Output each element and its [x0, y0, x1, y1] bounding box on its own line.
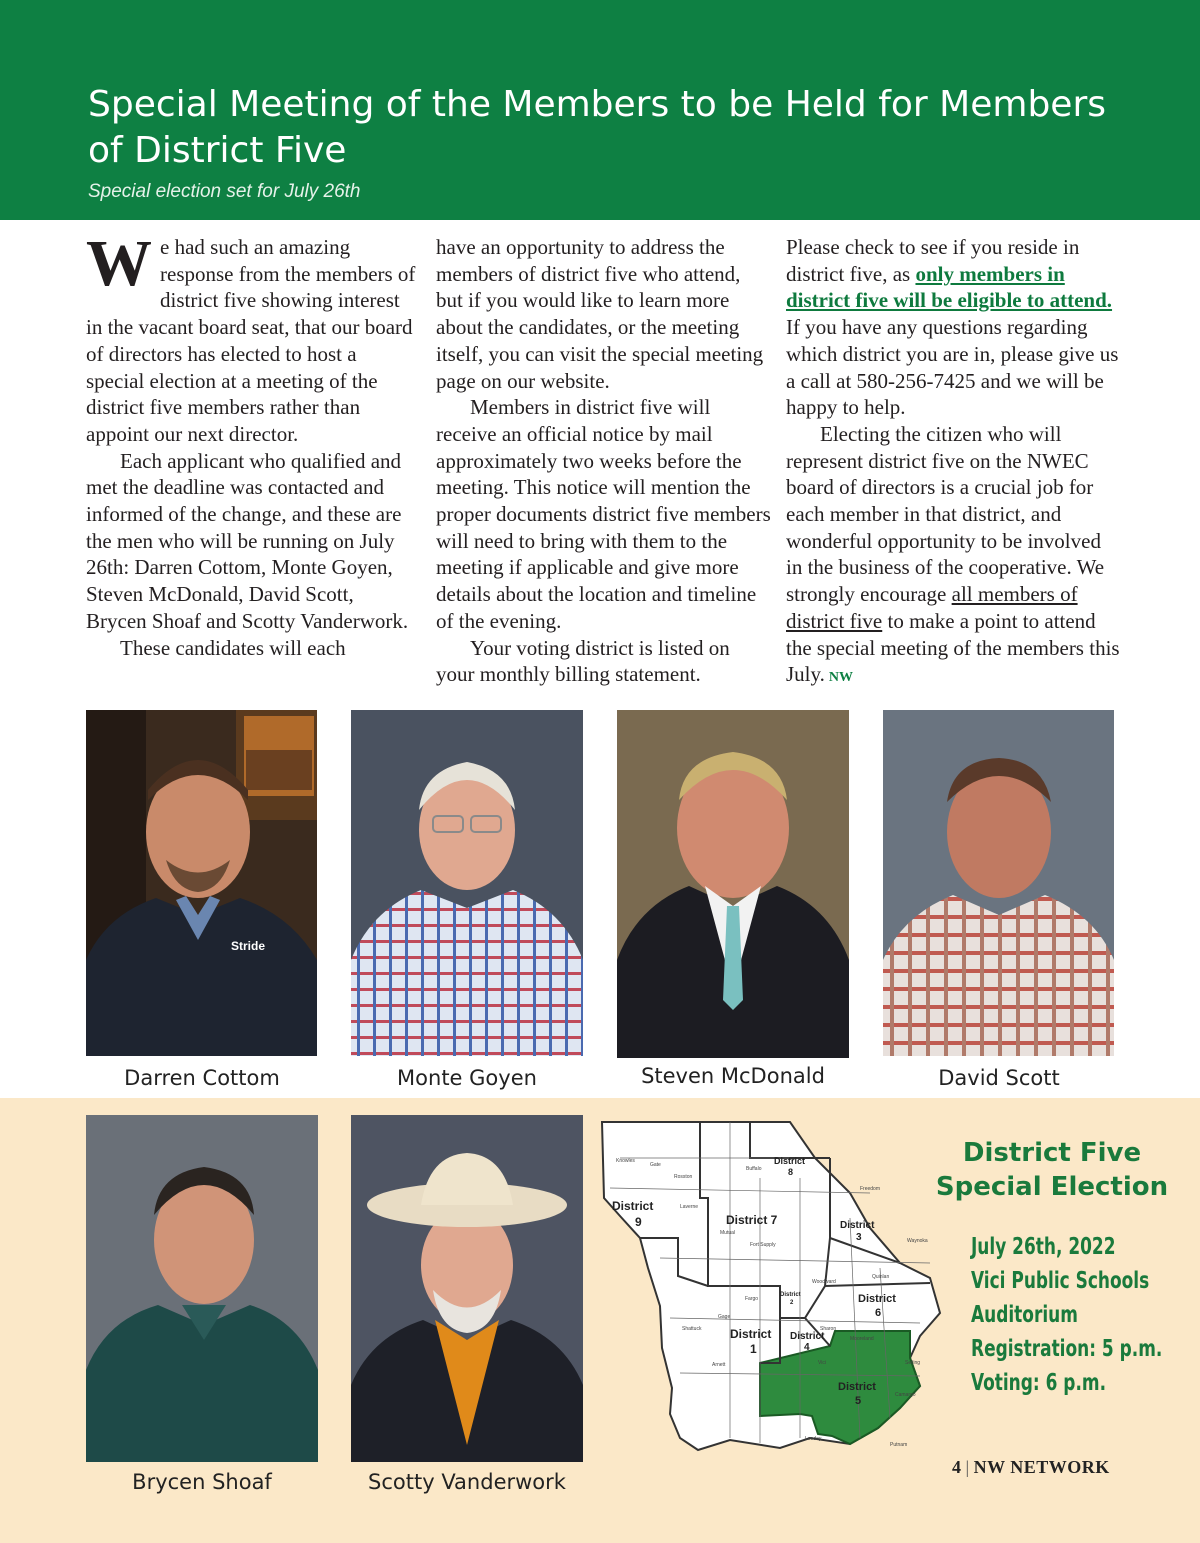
paragraph-text: to make a point to attend the special meeting of the members this July.: [786, 608, 1120, 687]
district-label: District: [780, 1292, 801, 1298]
article-paragraph: [786, 421, 1121, 692]
district-label: District: [838, 1381, 876, 1393]
candidate-name: David Scott: [938, 1066, 1060, 1090]
stride-logo: Stride: [231, 939, 266, 953]
map-town: Fargo: [745, 1296, 759, 1302]
event-venue: Vici Public Schools: [971, 1268, 1150, 1294]
article-paragraph: Your voting district is listed on your monthly billing statement.: [436, 635, 730, 687]
district-number: 1: [750, 1342, 757, 1356]
map-town: Mutual: [720, 1230, 736, 1236]
magazine-name: NW NETWORK: [973, 1457, 1110, 1477]
candidate-name: Brycen Shoaf: [132, 1470, 272, 1494]
district-number: 5: [855, 1395, 862, 1407]
district-number: 4: [804, 1342, 810, 1353]
map-town: Leedey: [805, 1436, 822, 1442]
map-town: Gate: [650, 1162, 661, 1168]
district-number: 8: [788, 1167, 794, 1177]
paragraph-text: Electing the citizen who will represent district five on the NWEC board of directors is a crucial job for each member in that district, and wonderful opportunity to be involved in the business of the cooperative. We strongly encourage: [786, 421, 1105, 607]
district-number: 3: [856, 1232, 862, 1243]
map-town: Gage: [718, 1314, 731, 1320]
map-town: Buffalo: [746, 1166, 762, 1172]
candidate-photo-scotty-vanderwork: [351, 1115, 583, 1462]
article-paragraph: [786, 234, 1121, 421]
paragraph-text: Please check to see if you reside in district five, as: [786, 235, 1080, 286]
map-town: Laverne: [680, 1204, 699, 1210]
article-paragraph: Each applicant who qualified and met the deadline was contacted and informed of the change, and these are the men who will be running on July 26th: Darren Cottom, Monte Goyen, Steven McDonald, David Scott, Brycen Shoaf and Scotty Vanderwork.: [86, 448, 409, 633]
map-town: Vici: [818, 1360, 826, 1366]
candidate-photo-steven-mcdonald: [617, 710, 849, 1058]
event-details: [971, 1230, 1196, 1400]
eligibility-link[interactable]: only members in district five will be eligible to attend.: [786, 261, 1113, 313]
article-paragraph: Members in district five will receive an official notice by mail approximately two weeks before the meeting. This notice will mention the proper documents district five members will need to bring with them to the meeting if applicable and give more details about the location and timeline of the evening.: [436, 395, 771, 633]
event-voting-time: Voting: 6 p.m.: [971, 1370, 1107, 1396]
article-column-1: [86, 227, 416, 661]
article-column-2: [436, 234, 771, 688]
map-town: Quinlan: [872, 1274, 890, 1280]
page-subtitle: Special election set for July 26th: [88, 181, 361, 202]
end-mark: NW: [828, 670, 854, 686]
candidate-photo-brycen-shoaf: [86, 1115, 318, 1462]
map-town: Shattuck: [682, 1326, 702, 1332]
footer-separator: |: [965, 1457, 970, 1477]
event-venue-room: Auditorium: [971, 1302, 1078, 1328]
map-town: Waynoka: [907, 1238, 928, 1244]
map-town: Camargo: [895, 1392, 916, 1398]
map-town: Knowles: [616, 1158, 635, 1164]
district-label: District: [730, 1327, 772, 1341]
candidate-name: Monte Goyen: [397, 1066, 537, 1090]
page-number: 4: [952, 1457, 962, 1477]
district-label: District: [774, 1156, 806, 1166]
district-label: District 7: [726, 1213, 778, 1227]
article-column-3: [786, 234, 1121, 692]
map-town: Mooreland: [850, 1336, 874, 1342]
candidate-photo-monte-goyen: [351, 710, 583, 1056]
candidate-name: Steven McDonald: [641, 1064, 825, 1088]
article-paragraph: These candidates will each: [120, 635, 346, 660]
map-town: Rosston: [674, 1174, 693, 1180]
map-town: Woodward: [812, 1279, 836, 1285]
header-banner: [0, 0, 1200, 220]
article-paragraph: [86, 227, 416, 448]
paragraph-text: If you have any questions regarding which district you are in, please give us a call at 580-256-7425 and we will be happy to help.: [786, 315, 1119, 420]
district-number: 6: [875, 1307, 882, 1319]
district-label: District: [612, 1199, 654, 1213]
map-town: Sharon: [820, 1326, 837, 1332]
district-number: 2: [790, 1300, 794, 1306]
candidate-name: Scotty Vanderwork: [368, 1470, 566, 1494]
candidate-photo-david-scott: [883, 710, 1114, 1056]
underlined-phrase: all members of district five: [786, 582, 1078, 633]
event-title: District Five Special Election: [935, 1138, 1169, 1202]
article-paragraph: have an opportunity to address the members of district five who attend, but if you would like to learn more about the candidates, or the meeting itself, you can visit the special meeting page on our website.: [436, 235, 764, 393]
event-registration-time: Registration: 5 p.m.: [971, 1336, 1163, 1362]
candidate-name: Darren Cottom: [124, 1066, 280, 1090]
drop-cap: W: [86, 227, 152, 300]
page-footer: [952, 1457, 1110, 1478]
district-label: District: [840, 1220, 875, 1231]
district-label: District: [790, 1331, 825, 1342]
paragraph-text: e had such an amazing response from the members of district five showing interest in the vacant board seat, that our board of directors has elected to host a special election at a meeting of the district five members rather than appoint our next director.: [86, 235, 416, 446]
event-date: July 26th, 2022: [971, 1234, 1116, 1260]
map-town: Seiling: [905, 1360, 921, 1366]
page-title: Special Meeting of the Members to be Held for Members of District Five: [88, 84, 1107, 171]
district-number: 9: [635, 1215, 642, 1229]
map-town: Putnam: [890, 1442, 908, 1448]
map-town: Fort Supply: [750, 1242, 776, 1248]
map-town: Arnett: [712, 1362, 726, 1368]
map-town: Freedom: [860, 1186, 881, 1192]
candidate-photo-darren-cottom: [86, 710, 317, 1056]
district-label: District: [858, 1293, 896, 1305]
district-map: [600, 1118, 945, 1458]
